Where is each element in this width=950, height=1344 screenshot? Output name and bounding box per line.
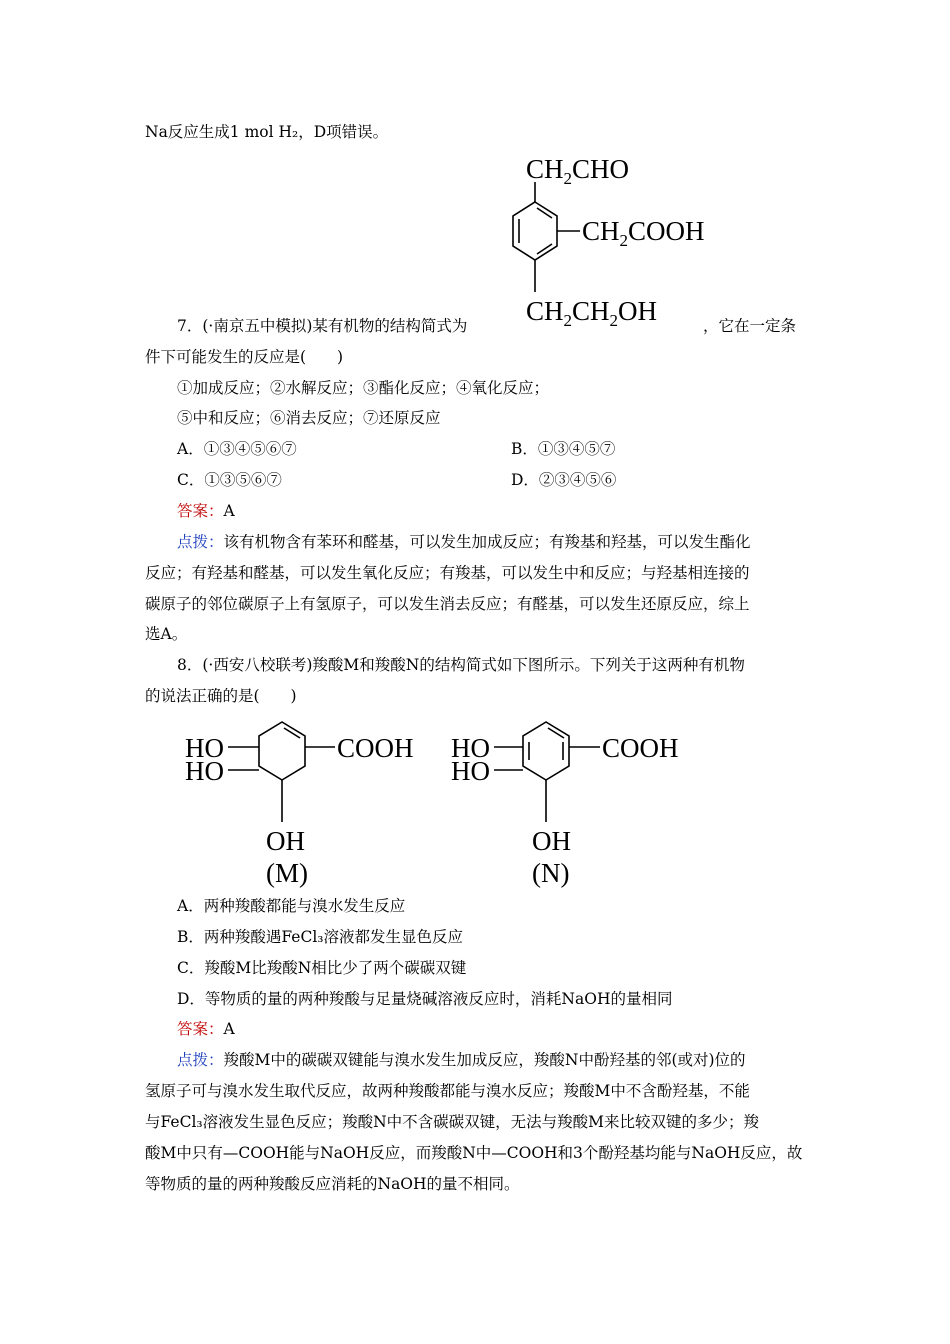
q8-hint-line2: 氢原子可与溴水发生取代反应，故两种羧酸都能与溴水反应；羧酸M中不含酚羟基，不能: [145, 1082, 750, 1100]
q7-group1: $CH_2CHO$: [526, 154, 630, 188]
top-line: Na反应生成1 mol H₂，D项错误。: [145, 123, 389, 141]
q7-group2: $CH_2COOH$: [582, 216, 705, 250]
q7-hint-line2: 反应；有羟基和醛基，可以发生氧化反应；有羧基，可以发生中和反应；与羟基相连接的: [145, 564, 750, 582]
q8-hint-line4: 酸M中只有—COOH能与NaOH反应，而羧酸N中—COOH和3个酚羟基均能与NaOH反应，故: [145, 1144, 803, 1162]
q7-answer-value: A: [223, 502, 235, 520]
q7-stem-suffix: ，它在一定条: [703, 317, 797, 335]
q8-structure-n: [446, 712, 706, 892]
q7-choice-c: C．①③⑤⑥⑦: [177, 471, 282, 489]
q7-choice-d: D．②③④⑤⑥: [511, 471, 617, 489]
m-oh: OH: [266, 826, 305, 856]
q7-hint-line1: 点拨：该有机物含有苯环和醛基，可以发生加成反应；有羧基和羟基，可以发生酯化: [177, 533, 751, 551]
q8-choice-c: C．羧酸M比羧酸N相比少了两个碳碳双键: [177, 959, 467, 977]
n-cooh: COOH: [602, 733, 679, 763]
q7-stem-line2: 件下可能发生的反应是( ): [145, 348, 344, 366]
n-oh: OH: [532, 826, 571, 856]
q7-structure-figure: [500, 150, 720, 330]
q8-answer-value: A: [223, 1020, 235, 1038]
q7-choice-a: A．①③④⑤⑥⑦: [177, 440, 297, 458]
q8-choice-b: B．两种羧酸遇FeCl₃溶液都发生显色反应: [177, 928, 464, 946]
q7-answer-label: 答案：: [177, 502, 224, 520]
q7-stem-prefix: 7．(·南京五中模拟)某有机物的结构简式为: [177, 317, 468, 335]
q7-hint-line3: 碳原子的邻位碳原子上有氢原子，可以发生消去反应；有醛基，可以发生还原反应，综上: [145, 595, 750, 613]
n-ho-1: HO: [451, 733, 490, 763]
m-ho-2: HO: [185, 756, 224, 786]
q8-hint-line1: 点拨：羧酸M中的碳碳双键能与溴水发生加成反应，羧酸N中酚羟基的邻(或对)位的: [177, 1051, 746, 1069]
q7-group3: $CH_2CH_2OH$: [526, 296, 658, 330]
n-label: (N): [532, 858, 570, 888]
m-cooh: COOH: [337, 733, 414, 763]
q7-options-line2: ⑤中和反应；⑥消去反应；⑦还原反应: [177, 409, 441, 427]
q7-options-line1: ①加成反应；②水解反应；③酯化反应；④氧化反应；: [177, 379, 550, 397]
m-ho-1: HO: [185, 733, 224, 763]
q8-answer-label: 答案：: [177, 1020, 224, 1038]
q8-hint-line5: 等物质的量的两种羧酸反应消耗的NaOH的量不相同。: [145, 1175, 520, 1193]
m-label: (M): [266, 858, 308, 888]
q8-choice-a: A．两种羧酸都能与溴水发生反应: [177, 897, 406, 915]
q8-hint-line3: 与FeCl₃溶液发生显色反应；羧酸N中不含碳碳双键，无法与羧酸M来比较双键的多少；羧: [145, 1113, 760, 1131]
q8-stem-line1: 8．(·西安八校联考)羧酸M和羧酸N的结构简式如下图所示。下列关于这两种有机物: [177, 656, 745, 674]
q8-stem-line2: 的说法正确的是( ): [145, 687, 297, 705]
q8-hint-label: 点拨：: [177, 1051, 224, 1069]
q7-hint-label: 点拨：: [177, 533, 224, 551]
q7-hint-line4: 选A。: [145, 625, 188, 643]
q7-choice-b: B．①③④⑤⑦: [511, 440, 616, 458]
q8-structure-m: [180, 712, 430, 892]
q8-choice-d: D．等物质的量的两种羧酸与足量烧碱溶液反应时，消耗NaOH的量相同: [177, 990, 673, 1008]
q8-answer: [177, 1018, 235, 1040]
n-ho-2: HO: [451, 756, 490, 786]
q7-answer: [177, 500, 235, 522]
